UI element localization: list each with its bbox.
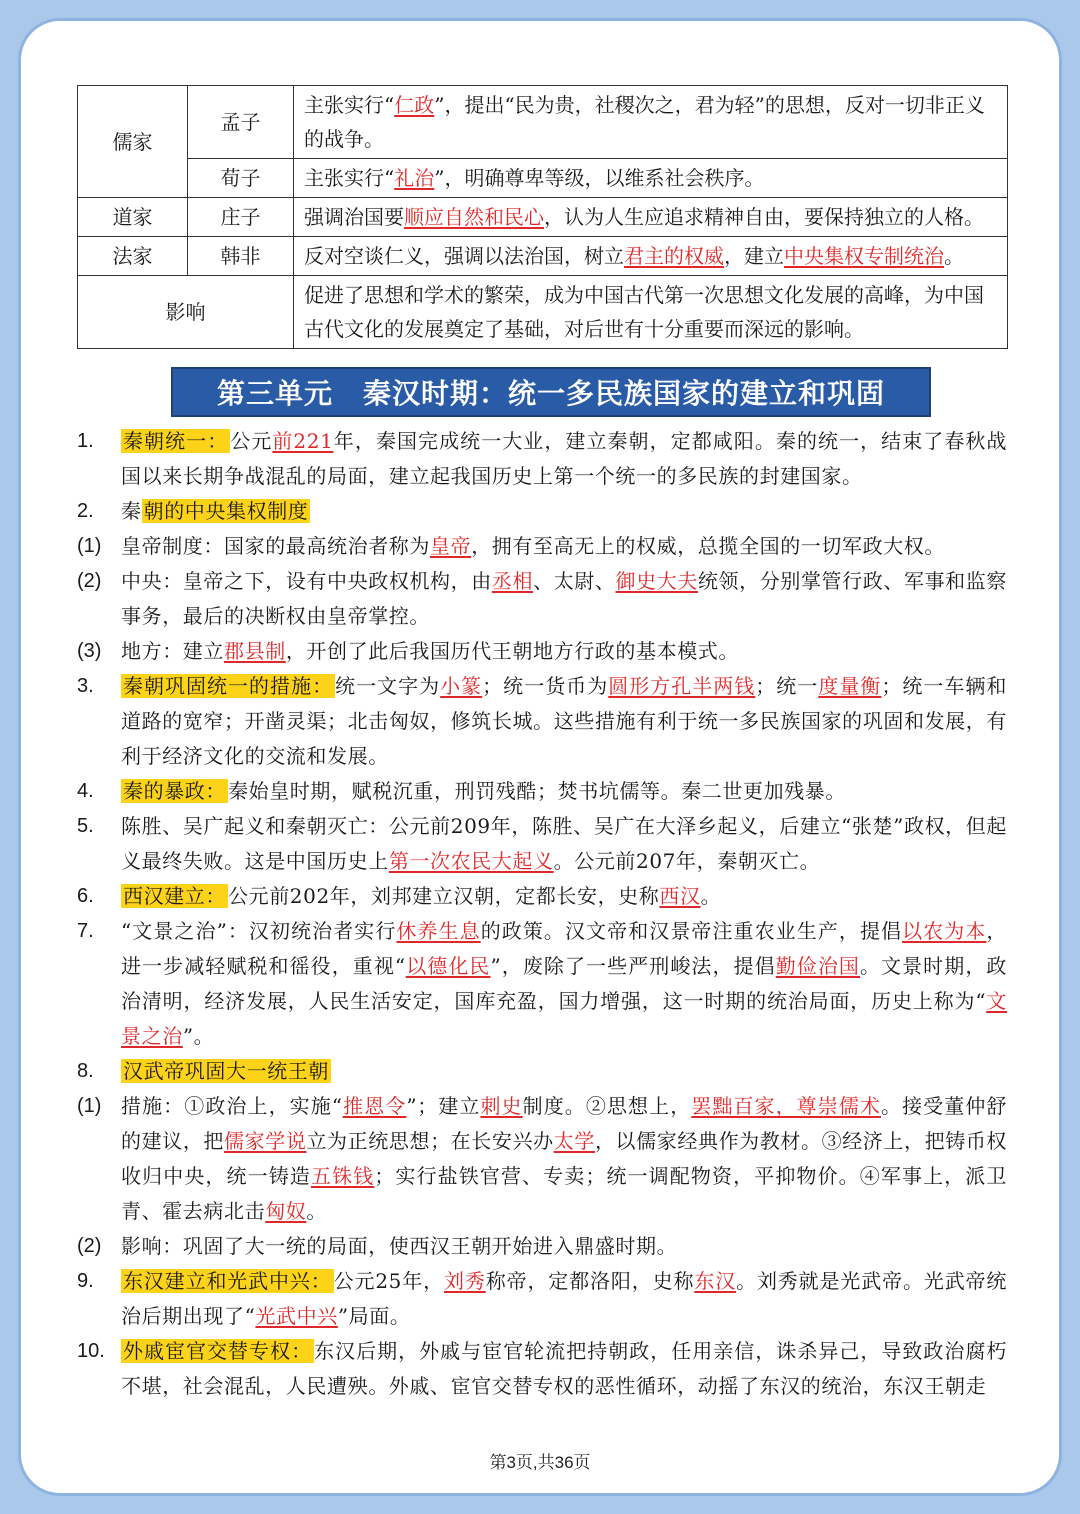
- key-term: 文景之治: [121, 989, 1007, 1048]
- highlighted-heading: 秦的暴政：: [123, 779, 226, 803]
- table-row: [78, 276, 1008, 349]
- list-item: [77, 669, 1007, 774]
- item-number: 1.: [77, 430, 94, 452]
- table-row: [78, 86, 1008, 159]
- description-cell: 强调治国要顺应自然和民心，认为人生应追求精神自由，要保持独立的人格。: [294, 198, 1008, 237]
- key-term: 顺应自然和民心: [404, 205, 544, 229]
- list-item: [77, 1334, 1007, 1404]
- highlighted-heading: 外戚宦官交替专权：: [123, 1339, 313, 1363]
- key-term: 勤俭治国: [775, 954, 860, 978]
- person-cell: 荀子: [188, 159, 294, 198]
- list-item: [77, 634, 1007, 669]
- description-cell: 主张实行“仁政”，提出“民为贵，社稷次之，君为轻”的思想，反对一切非正义的战争。: [294, 86, 1008, 159]
- influence-label: 影响: [78, 276, 294, 349]
- list-item: [77, 564, 1007, 634]
- highlighted-heading: 汉武帝巩固大一统王朝: [123, 1059, 329, 1083]
- item-text: 秦 朝的中央集权制度: [121, 499, 309, 523]
- key-term: 度量衡: [818, 674, 882, 698]
- item-number: (1): [77, 1095, 102, 1117]
- key-term: 光武中兴: [255, 1304, 338, 1328]
- item-number: 2.: [77, 500, 94, 522]
- item-number: 9.: [77, 1270, 94, 1292]
- key-term: 小篆: [440, 674, 483, 698]
- item-text: 地方：建立郡县制，开创了此后我国历代王朝地方行政的基本模式。: [121, 639, 740, 663]
- item-number: 5.: [77, 815, 94, 837]
- table-row: [78, 237, 1008, 276]
- person-cell: 庄子: [188, 198, 294, 237]
- item-text: [121, 1054, 1007, 1089]
- list-item: [77, 494, 1007, 529]
- key-term: 第一次农民大起义: [388, 849, 554, 873]
- description-cell: 主张实行“礼治”，明确尊卑等级，以维系社会秩序。: [294, 159, 1008, 198]
- item-text: 陈胜、吴广起义和秦朝灭亡：公元前209年，陈胜、吴广在大泽乡起义，后建立“张楚”政权，但起义最终失败。这是中国历史上第一次农民大起义。公元前207年，秦朝灭亡。: [121, 814, 1007, 873]
- item-text: 措施：①政治上，实施“推恩令”；建立刺史制度。②思想上，罢黜百家，尊崇儒术。接受董仲舒的建议，把儒家学说立为正统思想；在长安兴办太学，以儒家经典作为教材。③经济上，把铸币权收归中央，统一铸造五铢钱；实行盐铁官营、专卖；统一调配物资，平抑物价。④军事上，派卫青、霍去病北击匈奴。: [121, 1094, 1008, 1223]
- key-term: 前221: [272, 429, 334, 453]
- unit-number: 第三单元: [216, 377, 333, 410]
- item-number: (2): [77, 1235, 102, 1257]
- list-item: [77, 1089, 1007, 1229]
- list-item: [77, 1264, 1007, 1334]
- list-item: [77, 879, 1007, 914]
- item-text: 外戚宦官交替专权： 东汉后期，外戚与宦官轮流把持朝政，任用亲信，诛杀异己，导致政治腐朽不堪，社会混乱，人民遭殃。外戚、宦官交替专权的恶性循环，动摇了东汉的统治，东汉王朝走: [121, 1339, 1007, 1398]
- item-number: (3): [77, 640, 102, 662]
- key-term: 皇帝: [430, 534, 472, 558]
- key-term: 丞相: [491, 569, 534, 593]
- table-row: [78, 198, 1008, 237]
- item-text: 西汉建立： 公元前202年，刘邦建立汉朝，定都长安，史称西汉。: [123, 884, 722, 908]
- item-number: 6.: [77, 885, 94, 907]
- key-term: 御史大夫: [615, 569, 698, 593]
- key-term: 刘秀: [443, 1269, 486, 1293]
- item-text: 秦的暴政： 秦始皇时期，赋税沉重，刑罚残酷；焚书坑儒等。秦二世更加残暴。: [123, 779, 846, 803]
- description-cell: 反对空谈仁义，强调以法治国，树立君主的权威，建立中央集权专制统治。: [294, 237, 1008, 276]
- item-number: 4.: [77, 780, 94, 802]
- list-item: [77, 809, 1007, 879]
- item-number: 7.: [77, 920, 94, 942]
- influence-text: 促进了思想和学术的繁荣，成为中国古代第一次思想文化发展的高峰，为中国古代文化的发展奠定了基础，对后世有十分重要而深远的影响。: [294, 276, 1008, 349]
- item-number: 10.: [77, 1340, 105, 1362]
- key-term: 中央集权专制统治: [784, 244, 944, 268]
- table-row: [78, 159, 1008, 198]
- item-text: 影响：巩固了大一统的局面，使西汉王朝开始进入鼎盛时期。: [121, 1234, 678, 1258]
- school-cell: 法家: [78, 237, 188, 276]
- key-term: 刺史: [480, 1094, 523, 1118]
- key-term: 罢黜百家，尊崇儒术: [691, 1094, 882, 1118]
- item-text: 中央：皇帝之下，设有中央政权机构，由丞相、太尉、御史大夫统领，分别掌管行政、军事和监察事务，最后的决断权由皇帝掌控。: [121, 569, 1007, 628]
- item-text: 秦朝巩固统一的措施： 统一文字为小篆；统一货币为圆形方孔半两钱；统一度量衡；统一车辆和道路的宽窄；开凿灵渠；北击匈奴，修筑长城。这些措施有利于统一多民族国家的巩固和发展，有利于经济文化的交流和发展。: [121, 674, 1008, 768]
- key-term: 以德化民: [405, 954, 491, 978]
- key-term: 东汉: [694, 1269, 737, 1293]
- person-cell: 孟子: [188, 86, 294, 159]
- highlighted-heading: 秦朝巩固统一的措施：: [123, 674, 334, 698]
- item-text: 皇帝制度：国家的最高统治者称为皇帝，拥有至高无上的权威，总揽全国的一切军政大权。: [121, 534, 946, 558]
- item-number: (1): [77, 535, 102, 557]
- key-term: 郡县制: [224, 639, 286, 663]
- list-item: [77, 914, 1007, 1054]
- highlighted-heading: 秦朝统一：: [123, 429, 229, 453]
- item-number: 3.: [77, 675, 94, 697]
- highlighted-heading: 东汉建立和光武中兴：: [123, 1269, 332, 1293]
- notes-list: [77, 424, 1007, 1404]
- page-number: 第3页,共36页: [489, 1453, 591, 1472]
- key-term: 儒家学说: [224, 1129, 307, 1153]
- list-item: [77, 529, 1007, 564]
- key-term: 礼治: [394, 166, 435, 190]
- document-page: [18, 18, 1062, 1496]
- item-text: 东汉建立和光武中兴： 公元25年，刘秀称帝，定都洛阳，史称东汉。刘秀就是光武帝。光武帝统治后期出现了“光武中兴”局面。: [121, 1269, 1008, 1328]
- key-term: 君主的权威: [624, 244, 724, 268]
- key-term: 休养生息: [396, 919, 481, 943]
- list-item: [77, 1229, 1007, 1264]
- school-cell: 儒家: [78, 86, 188, 198]
- key-term: 匈奴: [265, 1199, 307, 1223]
- key-term: 仁政: [394, 93, 435, 117]
- list-item: [77, 774, 1007, 809]
- key-term: 以农为本: [902, 919, 987, 943]
- key-term: 西汉: [659, 884, 701, 908]
- unit-title-banner: [171, 367, 931, 417]
- item-number: (2): [77, 570, 102, 592]
- key-term: 五铢钱: [310, 1164, 375, 1188]
- list-item: [77, 424, 1007, 494]
- highlighted-heading: 西汉建立：: [123, 884, 226, 908]
- person-cell: 韩非: [188, 237, 294, 276]
- key-term: 推恩令: [342, 1094, 407, 1118]
- philosophy-table: [77, 85, 1008, 349]
- list-item: [77, 1054, 1007, 1089]
- highlighted-heading: 朝的中央集权制度: [143, 499, 309, 523]
- unit-title: 秦汉时期：统一多民族国家的建立和巩固: [363, 377, 886, 410]
- key-term: 圆形方孔半两钱: [608, 674, 756, 698]
- item-number: 8.: [77, 1060, 94, 1082]
- item-text: 秦朝统一： 公元前221年，秦国完成统一大业，建立秦朝，定都咸阳。秦的统一，结束了春秋战国以来长期争战混乱的局面，建立起我国历史上第一个统一的多民族的封建国家。: [121, 429, 1008, 488]
- item-text: “文景之治”：汉初统治者实行休养生息的政策。汉文帝和汉景帝注重农业生产，提倡以农为本，进一步减轻赋税和徭役，重视“以德化民”，废除了一些严刑峻法，提倡勤俭治国。文景时期，政治清明，经济发展，人民生活安定，国库充盈，国力增强，这一时期的统治局面，历史上称为“文景之治”。: [121, 919, 1007, 1048]
- key-term: 太学: [553, 1129, 595, 1153]
- school-cell: 道家: [78, 198, 188, 237]
